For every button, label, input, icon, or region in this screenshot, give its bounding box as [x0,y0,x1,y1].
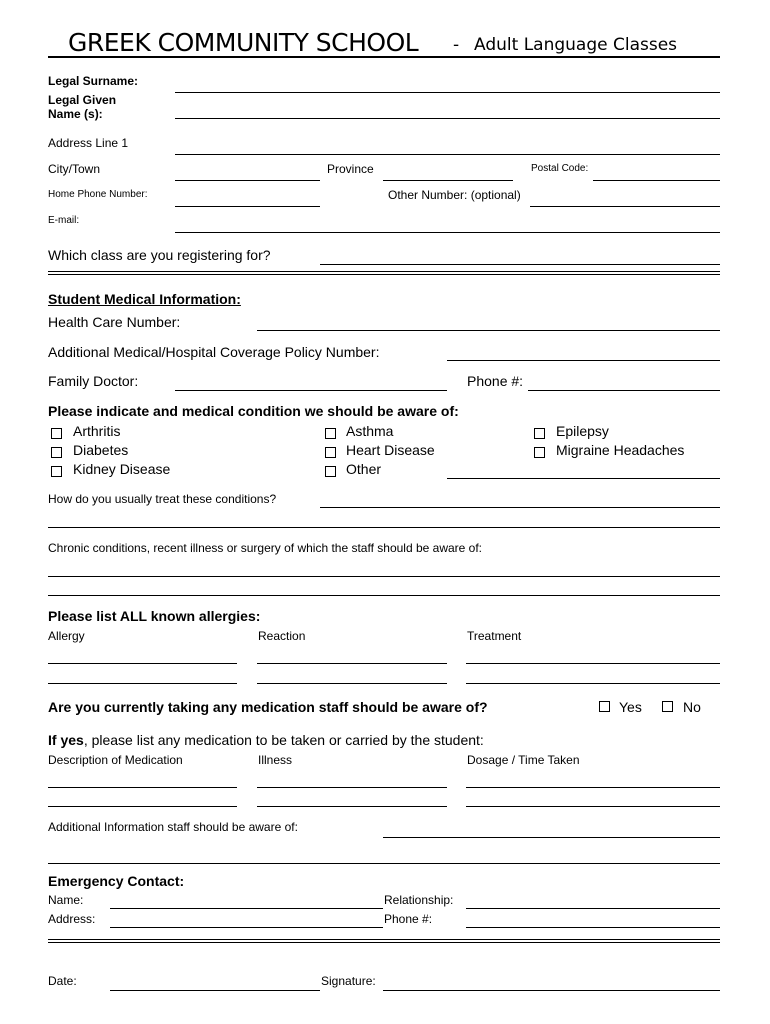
conditions-heading: Please indicate and medical condition we should be aware of: [48,403,459,419]
reaction-field-1[interactable] [257,663,447,664]
if-yes-instruction [48,732,484,748]
additional-info-field[interactable] [383,837,720,838]
emergency-address-field[interactable] [110,927,383,928]
province-label: Province [327,162,374,176]
reaction-field-2[interactable] [257,683,447,684]
section-divider [48,271,720,275]
given-name-label-line1: Legal Given [48,93,117,107]
emergency-name-field[interactable] [110,908,383,909]
no-label: No [683,699,701,715]
checkbox-heart-disease[interactable] [325,447,336,458]
medication-field-1[interactable] [48,787,237,788]
doctor-phone-field[interactable] [528,390,720,391]
additional-info-field-line2[interactable] [48,863,720,864]
yes-label: Yes [619,699,642,715]
allergies-heading: Please list ALL known allergies: [48,608,261,624]
date-field[interactable] [110,990,320,991]
checkbox-migraine[interactable] [534,447,545,458]
chronic-field[interactable] [48,576,720,577]
checkbox-diabetes[interactable] [51,447,62,458]
emergency-phone-field[interactable] [466,927,720,928]
dosage-field-2[interactable] [466,806,720,807]
condition-heart-disease: Heart Disease [346,442,435,458]
class-question: Which class are you registering for? [48,247,271,263]
signature-label: Signature: [321,974,376,988]
email-field[interactable] [175,232,720,233]
school-title: GREEK COMMUNITY SCHOOL [68,28,419,57]
other-condition-field[interactable] [447,478,720,479]
condition-epilepsy: Epilepsy [556,423,609,439]
emergency-name-label: Name: [48,893,84,907]
health-card-field[interactable] [257,330,720,331]
allergy-field-2[interactable] [48,683,237,684]
class-field[interactable] [320,264,720,265]
treat-field-line2[interactable] [48,527,720,528]
if-yes-bold: If yes [48,732,84,748]
illness-field-1[interactable] [257,787,447,788]
relationship-field[interactable] [466,908,720,909]
condition-asthma: Asthma [346,423,394,439]
home-phone-field[interactable] [175,206,320,207]
medication-field-2[interactable] [48,806,237,807]
condition-kidney-disease: Kidney Disease [73,461,171,477]
signature-field[interactable] [383,990,720,991]
illness-column: Illness [258,753,293,767]
treat-label: How do you usually treat these conditions? [48,492,277,506]
home-phone-label: Home Phone Number: [48,189,148,200]
if-yes-rest: , please list any medication to be taken or carried by the student: [83,732,484,748]
checkbox-other[interactable] [325,466,336,477]
program-title: Adult Language Classes [474,35,678,55]
address-label: Address Line 1 [48,136,129,150]
condition-other: Other [346,461,382,477]
treatment-column: Treatment [467,629,522,643]
illness-field-2[interactable] [257,806,447,807]
checkbox-asthma[interactable] [325,428,336,439]
treatment-field-2[interactable] [466,683,720,684]
postal-code-label: Postal Code: [531,163,589,174]
other-number-label: Other Number: (optional) [388,188,521,202]
chronic-field-line2[interactable] [48,595,720,596]
treatment-field-1[interactable] [466,663,720,664]
emergency-heading: Emergency Contact: [48,873,185,889]
other-number-field[interactable] [530,206,720,207]
condition-migraine: Migraine Headaches [556,442,685,458]
health-card-label: Health Care Number: [48,314,181,330]
checkbox-kidney-disease[interactable] [51,466,62,477]
footer-divider [48,939,720,943]
medical-heading: Student Medical Information: [48,291,241,307]
title-dash: - [453,35,460,55]
relationship-label: Relationship: [384,893,454,907]
additional-info-label: Additional Information staff should be aware of: [48,820,298,834]
checkbox-no[interactable] [662,701,673,712]
coverage-label: Additional Medical/Hospital Coverage Policy Number: [48,344,380,360]
doctor-phone-label: Phone #: [467,373,524,389]
medication-description-column: Description of Medication [48,753,183,767]
province-field[interactable] [383,180,513,181]
checkbox-arthritis[interactable] [51,428,62,439]
allergy-column: Allergy [48,629,85,643]
treat-field[interactable] [320,507,720,508]
surname-field[interactable] [175,92,720,93]
doctor-field[interactable] [175,390,447,391]
checkbox-epilepsy[interactable] [534,428,545,439]
doctor-label: Family Doctor: [48,373,139,389]
emergency-phone-label: Phone #: [384,912,433,926]
date-label: Date: [48,974,77,988]
condition-arthritis: Arthritis [73,423,121,439]
address-field[interactable] [175,154,720,155]
email-label: E-mail: [48,215,80,226]
condition-diabetes: Diabetes [73,442,129,458]
surname-label: Legal Surname: [48,74,139,88]
reaction-column: Reaction [258,629,306,643]
dosage-column: Dosage / Time Taken [467,753,580,767]
checkbox-yes[interactable] [599,701,610,712]
city-field[interactable] [175,180,320,181]
dosage-field-1[interactable] [466,787,720,788]
given-name-label-line2: Name (s): [48,107,103,121]
medication-question: Are you currently taking any medication staff should be aware of? [48,699,488,715]
given-name-field[interactable] [175,118,720,119]
coverage-field[interactable] [447,360,720,361]
allergy-field-1[interactable] [48,663,237,664]
emergency-address-label: Address: [48,912,96,926]
title-underline [48,56,720,58]
city-label: City/Town [48,162,101,176]
chronic-label: Chronic conditions, recent illness or surgery of which the staff should be aware of: [48,541,483,555]
postal-code-field[interactable] [593,180,720,181]
